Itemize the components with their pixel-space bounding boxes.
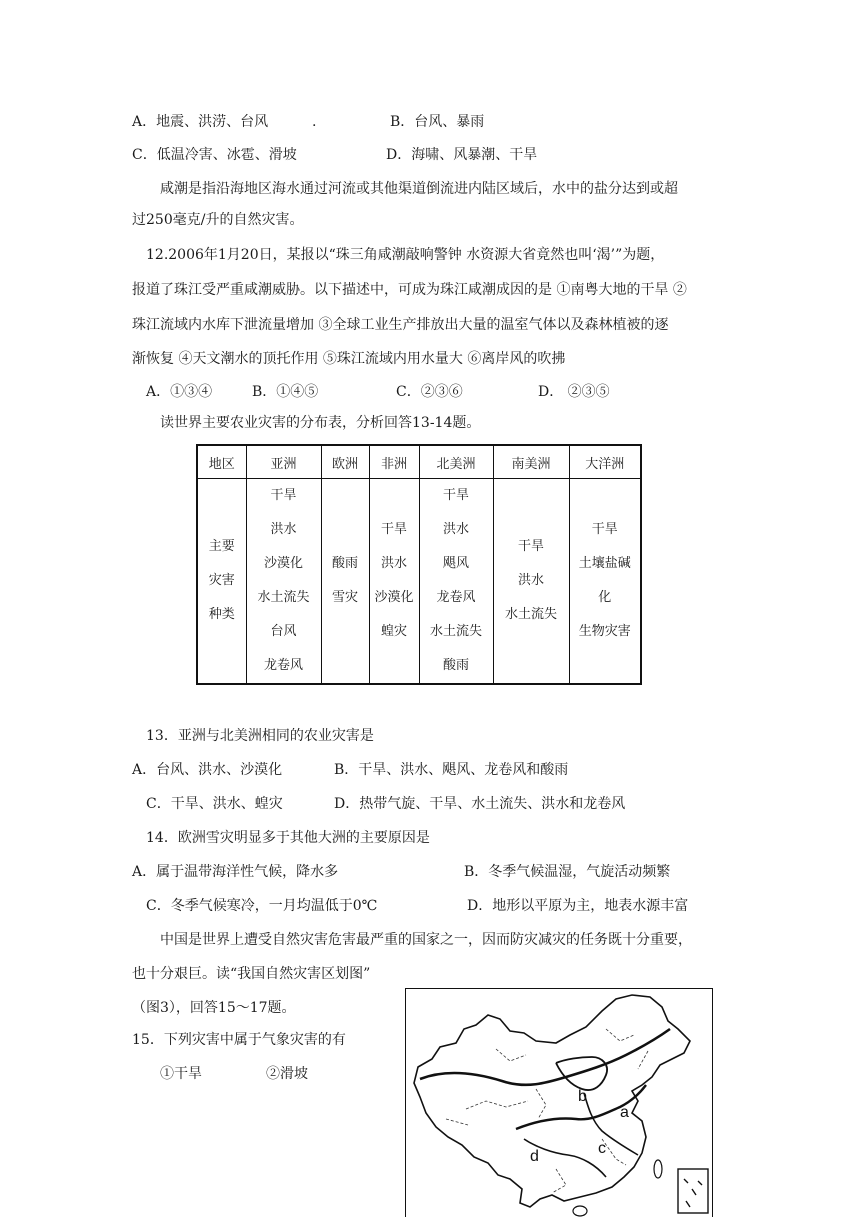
north-america-item: 龙卷风 (436, 590, 476, 605)
africa-item: 干旱 (380, 522, 407, 537)
south-america-item: 水土流失 (504, 607, 557, 622)
salt-tide-paragraph-1 (160, 179, 678, 199)
oceania-cell (569, 479, 641, 685)
europe-item: 雪灾 (331, 590, 358, 605)
table-row (197, 479, 641, 685)
q13-option-a: A．台风、洪水、沙漠化 (132, 762, 283, 778)
q14-text: 14．欧洲雪灾明显多于其他大洲的主要原因是 (146, 830, 430, 846)
q13-option-d-line (334, 794, 625, 814)
china-paragraph-1 (160, 930, 692, 950)
taiwan-island (654, 1160, 662, 1178)
q12-line-1 (146, 245, 664, 265)
africa-item: 洪水 (380, 556, 407, 571)
q14-option-a-line (132, 862, 338, 882)
q11-option-b-line (390, 112, 484, 132)
q12-line-2 (132, 280, 687, 300)
salt-tide-text-2: 过250毫克/升的自然灾害。 (132, 212, 304, 228)
q12-option-c-line (396, 382, 463, 402)
stray-dot-text: . (312, 114, 317, 130)
q12-option-c: C．②③⑥ (396, 384, 463, 400)
q15-option-2-line (266, 1064, 308, 1084)
oceania-item: 土壤盐碱 (578, 556, 631, 571)
china-text-2: 也十分艰巨。读“我国自然灾害区划图” (132, 966, 371, 982)
q14-option-a: A．属于温带海洋性气候，降水多 (132, 864, 339, 880)
q11-options-row2 (132, 145, 297, 165)
zone-boundary-north (420, 1029, 670, 1085)
q14-option-d: D．地形以平原为主，地表水源丰富 (467, 898, 689, 914)
q12-text-1: 12.2006年1月20日，某报以“珠三角咸潮敲响警钟 水资源大省竟然也叫‘渴’”为题， (146, 247, 665, 263)
map-label-a: a (620, 1104, 629, 1121)
row-label-cell (197, 479, 246, 685)
q13-option-c-line (146, 794, 283, 814)
oceania-item: 化 (598, 590, 612, 605)
q15-text: 15．下列灾害中属于气象灾害的有 (132, 1032, 346, 1048)
q15-stem (132, 1030, 346, 1050)
china-text-3: （图3），回答15～17题。 (132, 1000, 296, 1016)
china-disaster-map (405, 988, 713, 1217)
q14-option-b-line (464, 862, 670, 882)
header-oceania: 大洋洲 (569, 445, 641, 479)
hainan-island (573, 1206, 587, 1216)
china-paragraph-3 (132, 998, 296, 1018)
map-label-b: b (578, 1088, 587, 1105)
header-asia: 亚洲 (246, 445, 321, 479)
inset-islands (684, 1179, 702, 1207)
q11-option-d-line (386, 145, 537, 165)
header-region: 地区 (197, 445, 246, 479)
china-paragraph-2 (132, 964, 370, 984)
q11-option-a: A．地震、洪涝、台风 (132, 114, 269, 130)
table-intro (160, 413, 480, 433)
europe-item: 酸雨 (331, 556, 358, 571)
q14-option-c: C．冬季气候寒冷，一月均温低于0℃ (146, 898, 378, 914)
asia-cell (246, 479, 321, 685)
q12-option-b: B．①④⑤ (252, 384, 319, 400)
china-outline (414, 995, 690, 1207)
north-america-item: 水土流失 (429, 624, 482, 639)
q14-option-d-line (467, 896, 688, 916)
q11-options-row1 (132, 112, 268, 132)
q12-text-2: 报道了珠江受严重咸潮威胁。以下描述中，可成为珠江咸潮成因的是 ①南粤大地的干旱 ② (132, 282, 687, 298)
header-europe: 欧洲 (321, 445, 369, 479)
table-intro-text: 读世界主要农业灾害的分布表，分析回答13-14题。 (160, 415, 481, 431)
row-label-2: 灾害 (208, 573, 235, 588)
asia-item: 洪水 (270, 522, 297, 537)
q14-option-c-line (146, 896, 377, 916)
asia-item: 干旱 (270, 488, 297, 503)
north-america-item: 酸雨 (442, 658, 469, 673)
q13-option-b: B．干旱、洪水、飓风、龙卷风和酸雨 (334, 762, 569, 778)
map-label-c: c (598, 1140, 606, 1157)
africa-item: 蝗灾 (380, 624, 407, 639)
oceania-item: 生物灾害 (578, 624, 631, 639)
q12-line-3 (132, 315, 668, 335)
province-dashes (496, 1029, 648, 1069)
asia-item: 龙卷风 (263, 658, 303, 673)
q12-text-4: 渐恢复 ④天文潮水的顶托作用 ⑤珠江流域内用水量大 ⑥离岸风的吹拂 (132, 351, 566, 367)
oceania-item: 干旱 (591, 522, 618, 537)
q12-line-4 (132, 349, 565, 369)
q15-option-1-line (160, 1064, 202, 1084)
header-north-america: 北美洲 (419, 445, 493, 479)
row-label-1: 主要 (208, 539, 235, 554)
q14-stem (146, 828, 430, 848)
asia-item: 沙漠化 (263, 556, 303, 571)
table-header-row (197, 445, 641, 479)
north-america-cell (419, 479, 493, 685)
q13-text: 13．亚洲与北美洲相同的农业灾害是 (146, 728, 374, 744)
header-south-america: 南美洲 (493, 445, 569, 479)
africa-item: 沙漠化 (374, 590, 414, 605)
q12-text-3: 珠江流域内水库下泄流量增加 ③全球工业生产排放出大量的温室气体以及森林植被的逐 (132, 317, 669, 333)
china-text-1: 中国是世界上遭受自然灾害危害最严重的国家之一，因而防灾减灾的任务既十分重要， (160, 932, 692, 948)
china-map-svg (406, 989, 712, 1217)
salt-tide-text-1: 咸潮是指沿海地区海水通过河流或其他渠道倒流进内陆区域后，水中的盐分达到或超 (160, 181, 678, 197)
south-america-item: 洪水 (517, 573, 544, 588)
q15-option-1: ①干旱 (160, 1066, 202, 1082)
agri-disaster-table (196, 444, 642, 685)
stray-dot (312, 112, 316, 132)
row-label-3: 种类 (208, 607, 235, 622)
q14-option-b: B．冬季气候温湿，气旋活动频繁 (464, 864, 671, 880)
q13-option-b-line (334, 760, 568, 780)
q13-option-c: C．干旱、洪水、蝗灾 (146, 796, 283, 812)
q11-option-b: B．台风、暴雨 (390, 114, 485, 130)
south-america-cell (493, 479, 569, 685)
q11-option-d: D．海啸、风暴潮、干旱 (386, 147, 538, 163)
asia-item: 水土流失 (257, 590, 310, 605)
q12-option-b-line (252, 382, 318, 402)
salt-tide-paragraph-2 (132, 210, 303, 230)
north-america-item: 飓风 (442, 556, 469, 571)
header-africa: 非洲 (369, 445, 419, 479)
q12-option-d: D． ②③⑤ (538, 384, 610, 400)
asia-item: 台风 (270, 624, 297, 639)
europe-cell (321, 479, 369, 685)
q12-option-a: A．①③④ (146, 384, 213, 400)
q11-option-c: C．低温冷害、冰雹、滑坡 (132, 147, 297, 163)
q12-option-a-line (146, 382, 212, 402)
map-label-d: d (530, 1148, 539, 1165)
q12-option-d-line (538, 382, 610, 402)
q13-option-a-line (132, 760, 282, 780)
q13-stem (146, 726, 374, 746)
south-america-item: 干旱 (517, 539, 544, 554)
q13-option-d: D．热带气旋、干旱、水土流失、洪水和龙卷风 (334, 796, 626, 812)
north-america-item: 干旱 (442, 488, 469, 503)
north-america-item: 洪水 (442, 522, 469, 537)
africa-cell (369, 479, 419, 685)
q15-option-2: ②滑坡 (266, 1066, 308, 1082)
